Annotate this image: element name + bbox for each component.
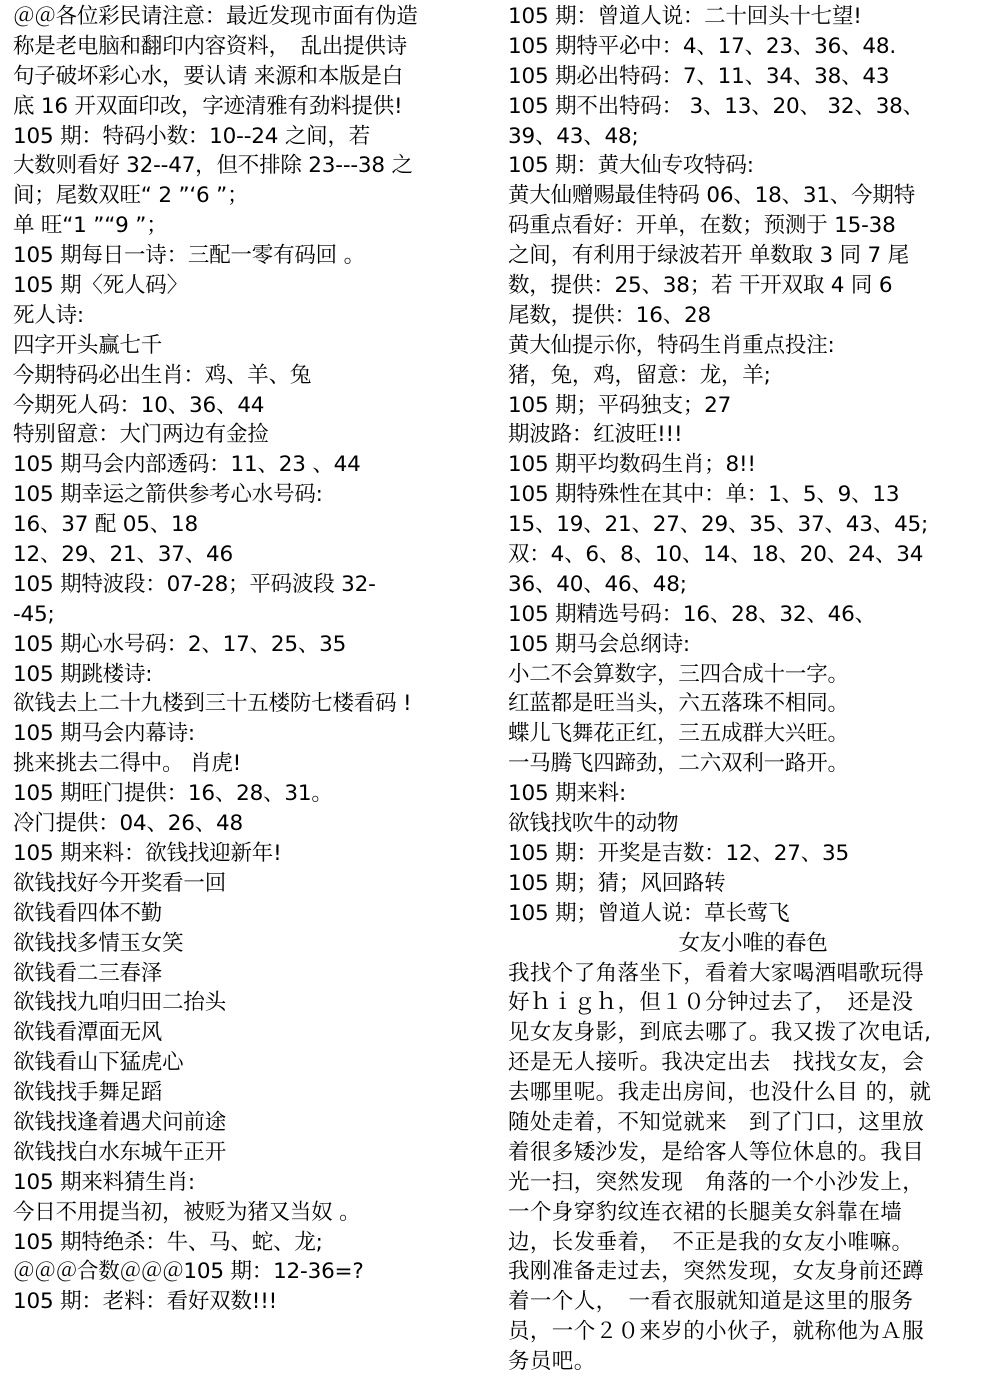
story-line: 去哪里呢。我走出房间，也没什么目 的，就 — [508, 1080, 932, 1106]
story-line: 见女友身影，到底去哪了。我又拨了次电话, — [508, 1020, 932, 1046]
text-line: 尾数，提供：16、28 — [508, 302, 712, 328]
text-line: 105 期来料：欲钱找迎新年! — [13, 840, 282, 866]
text-line: 36、40、46、48; — [508, 571, 687, 597]
text-line: 底 16 开双面印改，字迹清雅有劲料提供! — [13, 93, 403, 119]
text-line: 欲钱找白水东城午正开 — [13, 1139, 227, 1165]
text-line: 105 期不出特码： 3、13、20、 32、38、 — [508, 93, 924, 119]
text-line: 欲钱看四体不勤 — [13, 900, 163, 926]
text-line: 16、37 配 05、18 — [13, 512, 199, 538]
text-line: 105 期；曾道人说：草长莺飞 — [508, 900, 790, 926]
right-column — [508, 2, 978, 1377]
text-line: 欲钱去上二十九楼到三十五楼防七楼看码 ! — [13, 691, 412, 717]
text-line: 105 期：特码小数：10--24 之间，若 — [13, 123, 371, 149]
text-line: 105 期旺门提供：16、28、31。 — [13, 781, 333, 807]
story-line: 务员吧。 — [508, 1349, 596, 1375]
story-line: 着一个人， 一看衣服就知道是这里的服务 — [508, 1289, 914, 1315]
text-line: 39、43、48; — [508, 123, 639, 149]
text-line: 码重点看好：开单，在数；预测于 15-38 — [508, 213, 896, 239]
text-line: 蝶儿飞舞花正红，三五成群大兴旺。 — [508, 721, 849, 747]
text-line: 小二不会算数字，三四合成十一字。 — [508, 661, 849, 687]
text-line: 特别留意：大门两边有金捡 — [13, 422, 269, 448]
story-line: 着很多矮沙发，是给客人等位休息的。我目 — [508, 1139, 925, 1165]
text-line: 今期死人码：10、36、44 — [13, 392, 265, 418]
text-line: 105 期：黄大仙专攻特码: — [508, 153, 754, 179]
text-line: 欲钱找手舞足蹈 — [13, 1080, 163, 1106]
text-line: 数，提供：25、38；若 干开双取 4 同 6 — [508, 273, 893, 299]
text-line: 15、19、21、27、29、35、37、43、45; — [508, 512, 929, 538]
story-title: 女友小唯的春色 — [678, 930, 828, 956]
text-line: 黄大仙提示你，特码生肖重点投注: — [508, 332, 835, 358]
text-line: 欲钱找吹牛的动物 — [508, 811, 679, 837]
right-column-lines — [508, 2, 978, 929]
story-line: 还是无人接听。我决定出去 找找女友，会 — [508, 1050, 925, 1076]
text-line: 105 期；平码独支；27 — [508, 392, 732, 418]
story-body — [508, 959, 978, 1377]
text-line: 红蓝都是旺当头，六五落珠不相同。 — [508, 691, 849, 717]
text-line: 欲钱找九咱归田二抬头 — [13, 990, 227, 1016]
story-line: 一个身穿豹纹连衣裙的长腿美女斜靠在墙 — [508, 1199, 903, 1225]
story-line: 我刚准备走过去，突然发现，女友身前还蹲 — [508, 1259, 925, 1285]
story-line: 我找个了角落坐下，看着大家喝酒唱歌玩得 — [508, 960, 925, 986]
text-line: 欲钱看二三春泽 — [13, 960, 163, 986]
text-line: 105 期特平必中：4、17、23、36、48. — [508, 33, 897, 59]
text-line: 欲钱找逢着遇犬问前途 — [13, 1109, 227, 1135]
text-line: 105 期特波段：07-28；平码波段 32- — [13, 571, 376, 597]
story-line: 光一扫，突然发现 角落的一个小沙发上， — [508, 1169, 925, 1195]
text-line: 105 期幸运之箭供参考心水号码: — [13, 482, 323, 508]
text-line: 105 期必出特码：7、11、34、38、43 — [508, 63, 890, 89]
text-line: 欲钱找好今开奖看一回 — [13, 870, 227, 896]
left-column — [13, 2, 483, 1317]
text-line: 双：4、6、8、10、14、18、20、24、34 — [508, 542, 924, 568]
story-line: 随处走着，不知觉就来 到了门口，这里放 — [508, 1109, 925, 1135]
text-line: 之间，有利用于绿波若开 单数取 3 同 7 尾 — [508, 243, 909, 269]
text-line: 四字开头赢七千 — [13, 332, 163, 358]
text-line: 105 期跳楼诗: — [13, 661, 153, 687]
story-line: 好ｈｉｇｈ，但１０分钟过去了， 还是没 — [508, 990, 914, 1016]
text-line: -45; — [13, 601, 55, 627]
text-line: 105 期马会内幕诗: — [13, 721, 195, 747]
text-line: 冷门提供：04、26、48 — [13, 811, 243, 837]
text-line: 105 期：老料：看好双数!!! — [13, 1289, 278, 1315]
text-line: 称是老电脑和翻印内容资料， 乱出提供诗 — [13, 33, 407, 59]
text-line: 105 期：开奖是吉数：12、27、35 — [508, 840, 849, 866]
text-line: 105 期特绝杀：牛、马、蛇、龙; — [13, 1229, 323, 1255]
text-line: 今日不用提当初，被贬为猪又当奴 。 — [13, 1199, 361, 1225]
text-line: 105 期：曾道人说：二十回头十七望! — [508, 4, 862, 29]
text-line: 欲钱看潭面无风 — [13, 1020, 163, 1046]
story-line: 员，一个２０来岁的小伙子，就称他为Ａ服 — [508, 1319, 925, 1345]
text-line: 105 期精选号码：16、28、32、46、 — [508, 601, 876, 627]
text-line: 欲钱看山下猛虎心 — [13, 1050, 184, 1076]
text-line: 间；尾数双旺“ 2 ”‘6 ”； — [13, 183, 249, 209]
text-line: 单 旺“1 ”“9 ”； — [13, 213, 168, 239]
text-line: 105 期每日一诗：三配一零有码回 。 — [13, 243, 365, 269]
text-line: 今期特码必出生肖：鸡、羊、兔 — [13, 362, 312, 388]
text-line: 105 期马会内部透码：11、23 、44 — [13, 452, 361, 478]
text-line: 句子破坏彩心水，要认请 来源和本版是白 — [13, 63, 404, 89]
text-line: 12、29、21、37、46 — [13, 542, 233, 568]
text-line: 105 期平均数码生肖；8!! — [508, 452, 756, 478]
text-line: 死人诗: — [13, 302, 84, 328]
text-line: 一马腾飞四蹄劲，二六双利一路开。 — [508, 751, 849, 777]
text-line: 105 期特殊性在其中：单：1、5、9、13 — [508, 482, 900, 508]
story-line: 边，长发垂着， 不正是我的女友小唯嘛。 — [508, 1229, 914, 1255]
text-line: 105 期〈死人码〉 — [13, 273, 188, 299]
text-line: 105 期心水号码：2、17、25、35 — [13, 631, 347, 657]
text-line: ＠＠各位彩民请注意：最近发现市面有伪造 — [13, 4, 418, 29]
text-line: 大数则看好 32--47，但不排除 23---38 之 — [13, 153, 413, 179]
text-line: 黄大仙赠赐最佳特码 06、18、31、今期特 — [508, 183, 916, 209]
text-line: 105 期来料猜生肖: — [13, 1169, 195, 1195]
text-line: 猪，兔，鸡，留意：龙，羊; — [508, 362, 771, 388]
text-line: 105 期马会总纲诗: — [508, 631, 690, 657]
text-line: 105 期来料: — [508, 781, 627, 807]
text-line: 期波路：红波旺!!! — [508, 422, 683, 448]
text-line: ＠＠＠合数＠＠＠105 期：12-36=? — [13, 1259, 364, 1285]
text-line: 挑来挑去二得中。 肖虎! — [13, 751, 242, 777]
text-line: 欲钱找多情玉女笑 — [13, 930, 184, 956]
text-line: 105 期；猜；风回路转 — [508, 870, 726, 896]
